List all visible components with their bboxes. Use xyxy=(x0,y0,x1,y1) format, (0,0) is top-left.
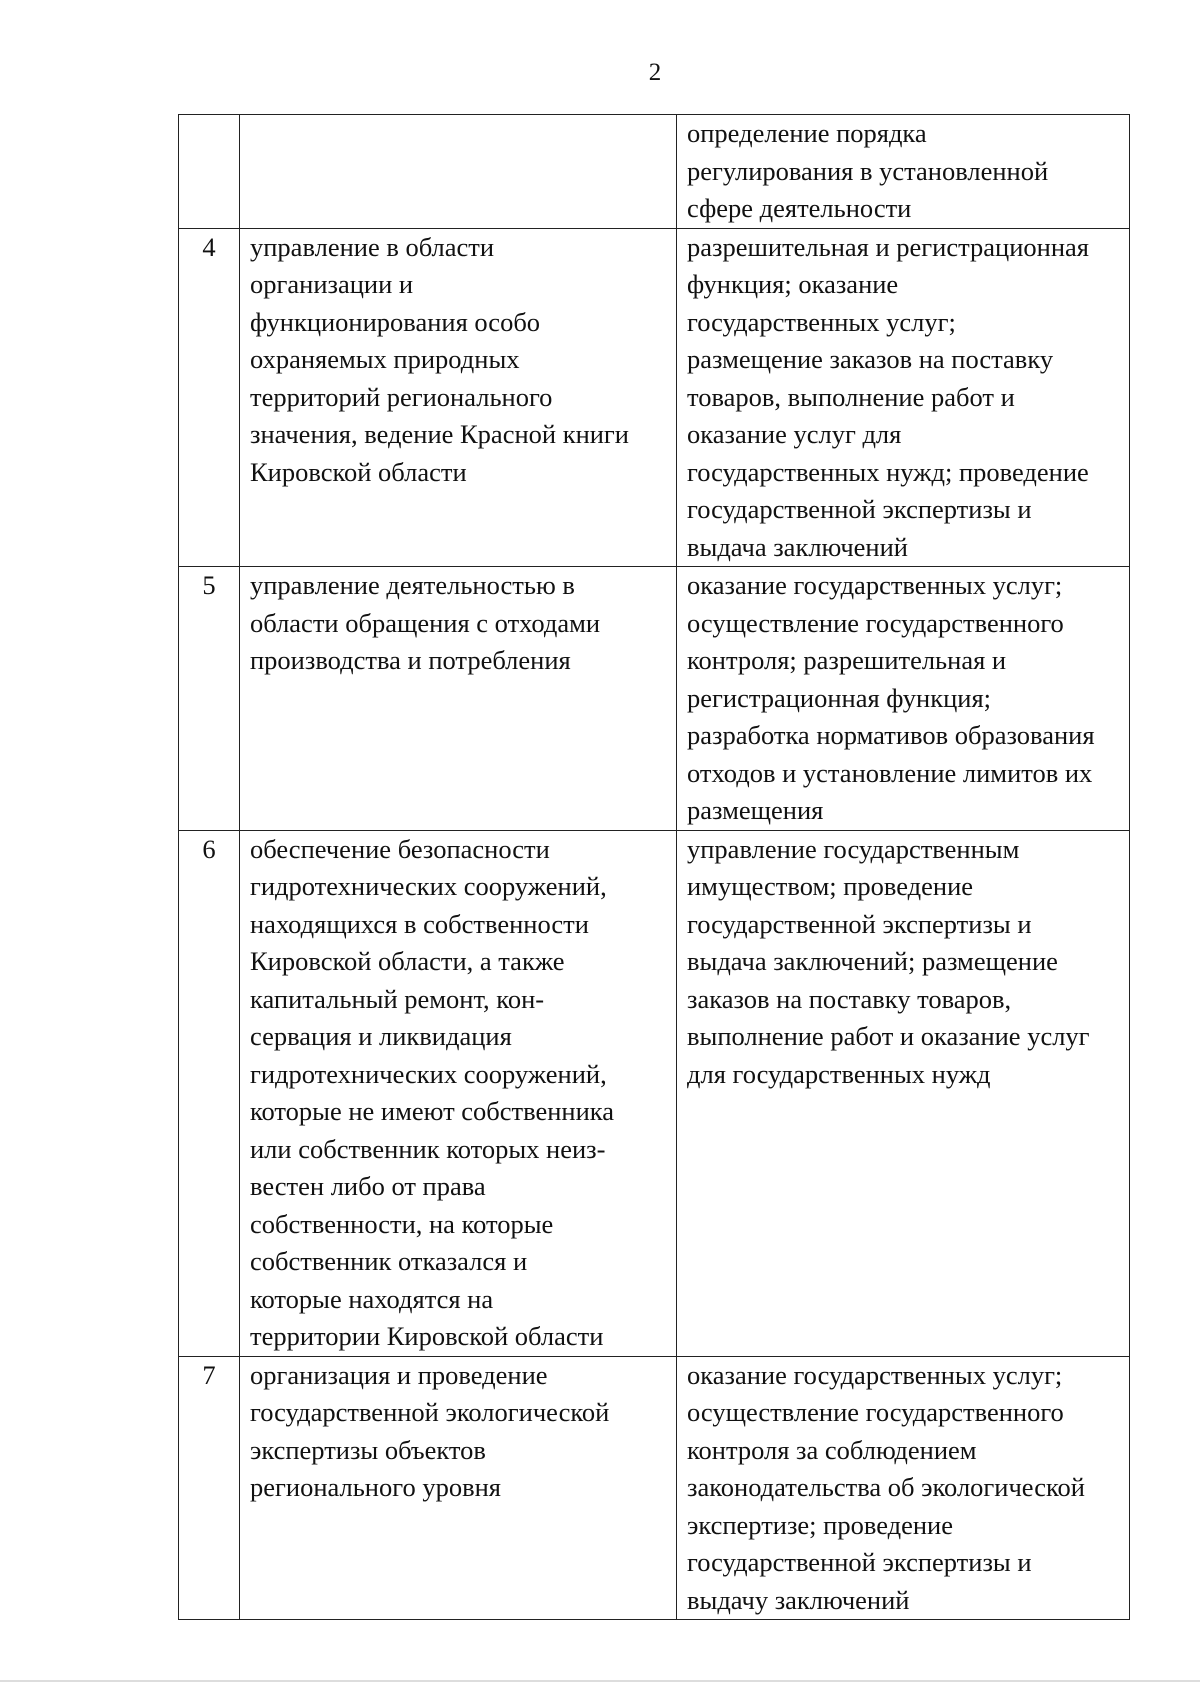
cell-line: регионального уровня xyxy=(250,1472,501,1502)
cell-line: значения, ведение Красной книги xyxy=(250,419,629,449)
cell-line: Кировской области, а также xyxy=(250,946,565,976)
cell-line: гидротехнических сооружений, xyxy=(250,871,607,901)
cell-line: обеспечение безопасности xyxy=(250,833,550,864)
table-row xyxy=(179,1356,1130,1620)
cell-line: определение порядка xyxy=(687,118,927,148)
cell-line: территорий регионального xyxy=(250,381,553,412)
cell-line: управление государственным xyxy=(687,833,1020,864)
cell-line: государственной экспертизы и xyxy=(687,908,1032,939)
cell-line: экспертизе; проведение xyxy=(687,1509,953,1540)
cell-line: выдачу заключений xyxy=(687,1584,910,1615)
cell-line: оказание услуг для xyxy=(687,419,902,449)
area-cell xyxy=(240,830,677,1356)
cell-line: осуществление государственного xyxy=(687,607,1064,638)
cell-line: области обращения с отходами xyxy=(250,607,601,638)
cell-line: имуществом; проведение xyxy=(687,871,974,901)
cell-line: собственник отказался и xyxy=(250,1246,528,1276)
row-number xyxy=(179,115,240,229)
cell-line: государственной экспертизы и xyxy=(687,494,1032,524)
cell-line: законодательства об экологической xyxy=(687,1472,1085,1502)
cell-line: товаров, выполнение работ и xyxy=(687,381,1015,412)
cell-line: функция; оказание xyxy=(687,269,899,299)
cell-line: собственности, на которые xyxy=(250,1208,554,1239)
area-cell xyxy=(240,1356,677,1620)
cell-line: находящихся в собственности xyxy=(250,908,589,939)
area-cell xyxy=(240,228,677,567)
cell-line: размещение заказов на поставку xyxy=(687,344,1054,374)
cell-line: функционирования особо xyxy=(250,306,541,337)
table-row xyxy=(179,115,1130,229)
row-number: 5 xyxy=(179,567,240,831)
row-number: 7 xyxy=(179,1356,240,1620)
row-number: 6 xyxy=(179,830,240,1356)
cell-line: управление в области xyxy=(250,231,495,262)
functions-table xyxy=(178,114,1130,1620)
page-number: 2 xyxy=(648,59,662,86)
cell-line: отходов и установление лимитов их xyxy=(687,757,1093,788)
row-number: 4 xyxy=(179,228,240,567)
functions-cell xyxy=(677,830,1130,1356)
cell-line: охраняемых природных xyxy=(250,344,520,374)
area-cell xyxy=(240,115,677,229)
cell-line: оказание государственных услуг; xyxy=(687,1359,1063,1390)
table-row xyxy=(179,830,1130,1356)
cell-line: организации и xyxy=(250,269,414,299)
cell-line: организация и проведение xyxy=(250,1359,548,1390)
cell-line: или собственник которых неиз- xyxy=(250,1133,606,1164)
cell-line: экспертизы объектов xyxy=(250,1434,486,1465)
cell-line: для государственных нужд xyxy=(687,1058,991,1089)
cell-line: государственной экспертизы и xyxy=(687,1547,1032,1577)
table-row xyxy=(179,228,1130,567)
scan-edge xyxy=(0,1680,1200,1682)
cell-line: сфере деятельности xyxy=(687,193,912,223)
cell-line: управление деятельностью в xyxy=(250,570,575,600)
cell-line: государственных нужд; проведение xyxy=(687,456,1089,487)
cell-line: выполнение работ и оказание услуг xyxy=(687,1021,1090,1051)
cell-line: разрешительная и регистрационная xyxy=(687,231,1089,262)
cell-line: оказание государственных услуг; xyxy=(687,570,1063,600)
cell-line: вестен либо от права xyxy=(250,1171,486,1201)
cell-line: контроля; разрешительная и xyxy=(687,645,1007,675)
cell-line: заказов на поставку товаров, xyxy=(687,983,1012,1014)
functions-cell xyxy=(677,228,1130,567)
cell-line: выдача заключений; размещение xyxy=(687,946,1058,976)
functions-cell xyxy=(677,567,1130,831)
functions-cell xyxy=(677,1356,1130,1620)
cell-line: выдача заключений xyxy=(687,531,908,562)
cell-line: регулирования в установленной xyxy=(687,155,1049,186)
cell-line: государственных услуг; xyxy=(687,306,956,337)
cell-line: осуществление государственного xyxy=(687,1397,1064,1427)
cell-line: государственной экологической xyxy=(250,1397,610,1427)
cell-line: размещения xyxy=(687,795,824,825)
cell-line: контроля за соблюдением xyxy=(687,1434,977,1465)
cell-line: гидротехнических сооружений, xyxy=(250,1058,607,1089)
cell-line: Кировской области xyxy=(250,456,467,487)
table-row xyxy=(179,567,1130,831)
cell-line: которые находятся на xyxy=(250,1283,494,1314)
cell-line: которые не имеют собственника xyxy=(250,1096,615,1126)
cell-line: территории Кировской области xyxy=(250,1321,604,1351)
area-cell xyxy=(240,567,677,831)
cell-line: сервация и ликвидация xyxy=(250,1021,512,1051)
functions-cell xyxy=(677,115,1130,229)
cell-line: производства и потребления xyxy=(250,645,571,675)
cell-line: разработка нормативов образования xyxy=(687,720,1095,750)
cell-line: капитальный ремонт, кон- xyxy=(250,983,545,1014)
cell-line: регистрационная функция; xyxy=(687,682,992,713)
